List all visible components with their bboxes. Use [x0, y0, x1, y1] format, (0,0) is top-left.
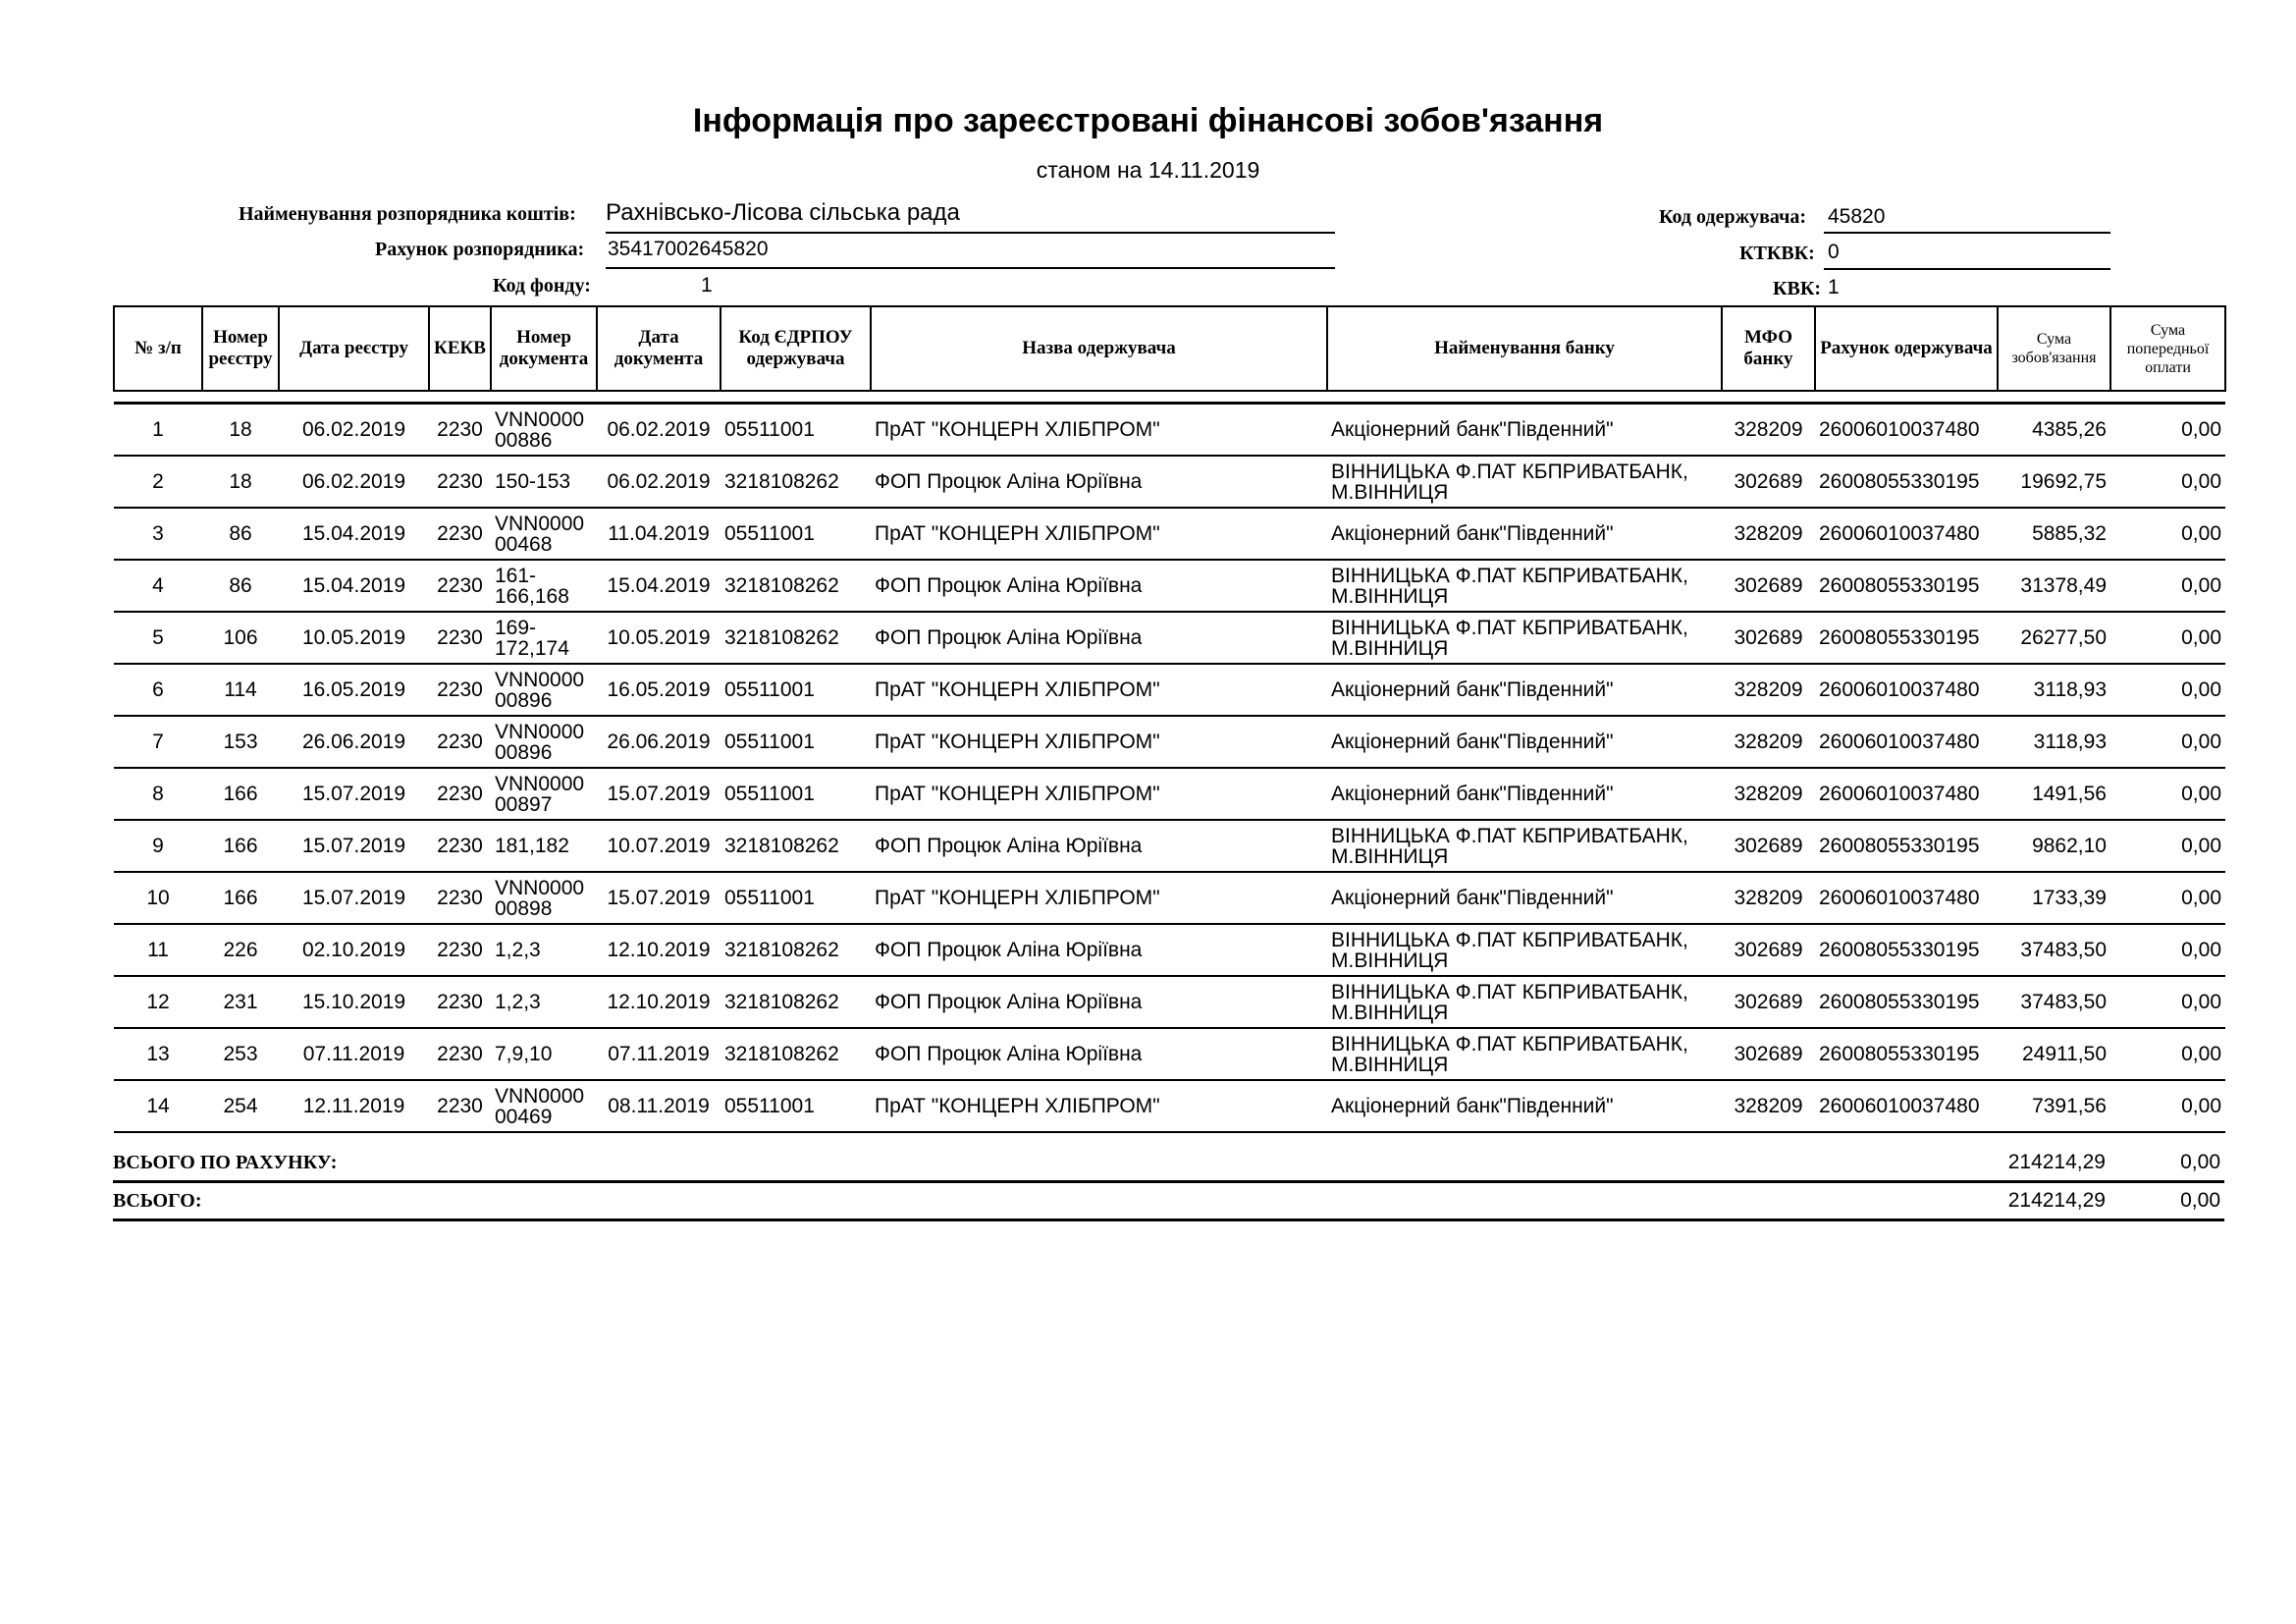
table-row [114, 404, 2225, 457]
table-row [114, 768, 2225, 820]
row-number: 5 [114, 612, 202, 664]
row-bank: Акціонерний банк"Південний" [1327, 664, 1722, 716]
row-recipient: ПрАТ "КОНЦЕРН ХЛІБПРОМ" [871, 716, 1327, 768]
total-account-prepay: 0,00 [2109, 1145, 2224, 1182]
col-recipient: Назва одержувача [871, 306, 1327, 391]
row-prepay: 0,00 [2110, 612, 2225, 664]
row-mfo: 302689 [1722, 456, 1815, 508]
col-edrpou: Код ЄДРПОУ одержувача [721, 306, 871, 391]
row-kekv: 2230 [429, 404, 491, 457]
row-doc-date: 10.05.2019 [597, 612, 721, 664]
row-doc-num: 7,9,10 [491, 1028, 597, 1080]
row-mfo: 302689 [1722, 560, 1815, 612]
row-sum: 1491,56 [1998, 768, 2110, 820]
row-doc-num: VNN0000 00468 [491, 508, 597, 560]
fund-value: 1 [701, 274, 713, 297]
row-account: 26008055330195 [1815, 1028, 1998, 1080]
row-sum: 9862,10 [1998, 820, 2110, 872]
fund-label: Код фонду: [493, 275, 591, 297]
row-account: 26006010037480 [1815, 664, 1998, 716]
row-reg-num: 166 [202, 820, 279, 872]
row-reg-date: 12.11.2019 [279, 1080, 429, 1132]
row-account: 26008055330195 [1815, 456, 1998, 508]
row-account: 26006010037480 [1815, 404, 1998, 457]
row-prepay: 0,00 [2110, 1080, 2225, 1132]
row-prepay: 0,00 [2110, 872, 2225, 924]
row-doc-date: 15.07.2019 [597, 768, 721, 820]
row-bank: ВІННИЦЬКА Ф.ПАТ КБПРИВАТБАНК, М.ВІННИЦЯ [1327, 560, 1722, 612]
row-recipient: ПрАТ "КОНЦЕРН ХЛІБПРОМ" [871, 768, 1327, 820]
row-doc-num: VNN0000 00897 [491, 768, 597, 820]
row-reg-date: 15.07.2019 [279, 820, 429, 872]
total-account-row [113, 1145, 2224, 1182]
row-number: 3 [114, 508, 202, 560]
row-bank: Акціонерний банк"Південний" [1327, 404, 1722, 457]
row-sum: 37483,50 [1998, 976, 2110, 1028]
row-doc-num: 150-153 [491, 456, 597, 508]
row-mfo: 328209 [1722, 1080, 1815, 1132]
row-doc-date: 26.06.2019 [597, 716, 721, 768]
row-doc-num: VNN0000 00469 [491, 1080, 597, 1132]
manager-label: Найменування розпорядника коштів: [239, 203, 576, 225]
row-reg-date: 06.02.2019 [279, 404, 429, 457]
account-underline [606, 267, 1335, 269]
row-edrpou: 3218108262 [721, 924, 871, 976]
row-doc-num: 1,2,3 [491, 924, 597, 976]
row-account: 26008055330195 [1815, 924, 1998, 976]
row-sum: 1733,39 [1998, 872, 2110, 924]
row-bank: Акціонерний банк"Південний" [1327, 872, 1722, 924]
table-body [114, 391, 2225, 1132]
row-doc-date: 07.11.2019 [597, 1028, 721, 1080]
row-mfo: 328209 [1722, 664, 1815, 716]
row-doc-num: 161- 166,168 [491, 560, 597, 612]
row-mfo: 302689 [1722, 976, 1815, 1028]
col-account: Рахунок одержувача [1815, 306, 1998, 391]
row-kekv: 2230 [429, 820, 491, 872]
row-number: 2 [114, 456, 202, 508]
recipient-code-value: 45820 [1828, 205, 1886, 228]
row-number: 11 [114, 924, 202, 976]
row-recipient: ФОП Процюк Аліна Юріївна [871, 924, 1327, 976]
col-doc-date: Дата документа [597, 306, 721, 391]
row-kekv: 2230 [429, 560, 491, 612]
table-header-row [114, 306, 2225, 391]
row-edrpou: 3218108262 [721, 820, 871, 872]
row-recipient: ПрАТ "КОНЦЕРН ХЛІБПРОМ" [871, 872, 1327, 924]
row-prepay: 0,00 [2110, 404, 2225, 457]
row-kekv: 2230 [429, 508, 491, 560]
table-row [114, 508, 2225, 560]
row-reg-date: 26.06.2019 [279, 716, 429, 768]
row-reg-date: 15.07.2019 [279, 768, 429, 820]
row-kekv: 2230 [429, 664, 491, 716]
row-doc-date: 06.02.2019 [597, 404, 721, 457]
row-kekv: 2230 [429, 872, 491, 924]
row-recipient: ПрАТ "КОНЦЕРН ХЛІБПРОМ" [871, 404, 1327, 457]
row-bank: Акціонерний банк"Південний" [1327, 716, 1722, 768]
row-sum: 19692,75 [1998, 456, 2110, 508]
account-label: Рахунок розпорядника: [375, 239, 585, 260]
account-value: 35417002645820 [608, 238, 769, 260]
row-sum: 26277,50 [1998, 612, 2110, 664]
row-edrpou: 3218108262 [721, 612, 871, 664]
row-number: 7 [114, 716, 202, 768]
row-sum: 7391,56 [1998, 1080, 2110, 1132]
row-edrpou: 3218108262 [721, 560, 871, 612]
total-all-row [113, 1182, 2224, 1220]
row-reg-date: 15.10.2019 [279, 976, 429, 1028]
manager-underline [606, 232, 1335, 234]
row-prepay: 0,00 [2110, 716, 2225, 768]
row-bank: ВІННИЦЬКА Ф.ПАТ КБПРИВАТБАНК, М.ВІННИЦЯ [1327, 820, 1722, 872]
row-sum: 3118,93 [1998, 664, 2110, 716]
row-edrpou: 3218108262 [721, 976, 871, 1028]
row-prepay: 0,00 [2110, 1028, 2225, 1080]
row-kekv: 2230 [429, 924, 491, 976]
row-reg-num: 166 [202, 768, 279, 820]
manager-value: Рахнівсько-Лісова сільська рада [606, 199, 960, 226]
row-kekv: 2230 [429, 768, 491, 820]
row-recipient: ФОП Процюк Аліна Юріївна [871, 1028, 1327, 1080]
row-prepay: 0,00 [2110, 664, 2225, 716]
kvk-label: КВК: [1773, 278, 1822, 299]
row-kekv: 2230 [429, 1028, 491, 1080]
row-reg-num: 18 [202, 456, 279, 508]
row-reg-date: 16.05.2019 [279, 664, 429, 716]
col-prepay: Сума попередньої оплати [2110, 306, 2225, 391]
row-mfo: 328209 [1722, 508, 1815, 560]
row-reg-num: 254 [202, 1080, 279, 1132]
row-doc-date: 15.04.2019 [597, 560, 721, 612]
col-reg-date: Дата реєстру [279, 306, 429, 391]
row-doc-num: 1,2,3 [491, 976, 597, 1028]
table-row [114, 872, 2225, 924]
ktkvk-value: 0 [1828, 241, 1840, 263]
row-mfo: 328209 [1722, 404, 1815, 457]
row-reg-num: 166 [202, 872, 279, 924]
row-bank: ВІННИЦЬКА Ф.ПАТ КБПРИВАТБАНК, М.ВІННИЦЯ [1327, 612, 1722, 664]
row-prepay: 0,00 [2110, 508, 2225, 560]
row-sum: 24911,50 [1998, 1028, 2110, 1080]
row-doc-date: 06.02.2019 [597, 456, 721, 508]
row-reg-date: 15.07.2019 [279, 872, 429, 924]
row-kekv: 2230 [429, 612, 491, 664]
row-doc-num: VNN0000 00896 [491, 716, 597, 768]
row-reg-num: 18 [202, 404, 279, 457]
row-kekv: 2230 [429, 976, 491, 1028]
row-edrpou: 3218108262 [721, 1028, 871, 1080]
row-kekv: 2230 [429, 456, 491, 508]
col-kekv: КЕКВ [429, 306, 491, 391]
col-bank: Найменування банку [1327, 306, 1722, 391]
row-mfo: 302689 [1722, 924, 1815, 976]
row-sum: 31378,49 [1998, 560, 2110, 612]
row-prepay: 0,00 [2110, 924, 2225, 976]
table-row [114, 924, 2225, 976]
ktkvk-label: КТКВК: [1739, 243, 1815, 264]
ktkvk-underline [1824, 268, 2110, 270]
row-recipient: ПрАТ "КОНЦЕРН ХЛІБПРОМ" [871, 664, 1327, 716]
row-edrpou: 05511001 [721, 508, 871, 560]
table-row [114, 1028, 2225, 1080]
row-reg-num: 86 [202, 508, 279, 560]
row-recipient: ПрАТ "КОНЦЕРН ХЛІБПРОМ" [871, 508, 1327, 560]
row-bank: ВІННИЦЬКА Ф.ПАТ КБПРИВАТБАНК, М.ВІННИЦЯ [1327, 924, 1722, 976]
table-row [114, 1080, 2225, 1132]
row-bank: Акціонерний банк"Південний" [1327, 1080, 1722, 1132]
row-doc-num: VNN0000 00898 [491, 872, 597, 924]
row-number: 6 [114, 664, 202, 716]
row-reg-date: 15.04.2019 [279, 560, 429, 612]
row-bank: ВІННИЦЬКА Ф.ПАТ КБПРИВАТБАНК, М.ВІННИЦЯ [1327, 976, 1722, 1028]
recipient-code-label: Код одержувача: [1659, 206, 1807, 228]
total-all-sum: 214214,29 [1997, 1182, 2109, 1220]
row-mfo: 328209 [1722, 716, 1815, 768]
row-account: 26008055330195 [1815, 560, 1998, 612]
row-account: 26006010037480 [1815, 872, 1998, 924]
row-reg-date: 10.05.2019 [279, 612, 429, 664]
row-doc-date: 12.10.2019 [597, 976, 721, 1028]
row-number: 8 [114, 768, 202, 820]
row-number: 12 [114, 976, 202, 1028]
row-recipient: ФОП Процюк Аліна Юріївна [871, 456, 1327, 508]
document-date: станом на 14.11.2019 [1036, 157, 1260, 183]
row-reg-date: 15.04.2019 [279, 508, 429, 560]
row-bank: ВІННИЦЬКА Ф.ПАТ КБПРИВАТБАНК, М.ВІННИЦЯ [1327, 1028, 1722, 1080]
row-mfo: 302689 [1722, 1028, 1815, 1080]
row-reg-num: 106 [202, 612, 279, 664]
row-doc-num: 169- 172,174 [491, 612, 597, 664]
row-edrpou: 05511001 [721, 1080, 871, 1132]
row-account: 26006010037480 [1815, 508, 1998, 560]
row-number: 1 [114, 404, 202, 457]
totals-table [113, 1145, 2224, 1221]
row-number: 4 [114, 560, 202, 612]
row-edrpou: 05511001 [721, 664, 871, 716]
row-reg-date: 06.02.2019 [279, 456, 429, 508]
table-row [114, 560, 2225, 612]
row-account: 26008055330195 [1815, 976, 1998, 1028]
total-all-label: ВСЬОГО: [113, 1182, 1997, 1220]
row-reg-num: 231 [202, 976, 279, 1028]
row-prepay: 0,00 [2110, 976, 2225, 1028]
row-sum: 3118,93 [1998, 716, 2110, 768]
row-recipient: ФОП Процюк Аліна Юріївна [871, 976, 1327, 1028]
row-doc-date: 10.07.2019 [597, 820, 721, 872]
row-number: 14 [114, 1080, 202, 1132]
row-kekv: 2230 [429, 716, 491, 768]
row-account: 26006010037480 [1815, 716, 1998, 768]
obligations-table [113, 305, 2226, 1133]
row-mfo: 302689 [1722, 820, 1815, 872]
total-account-label: ВСЬОГО ПО РАХУНКУ: [113, 1145, 1997, 1182]
row-doc-num: VNN0000 00886 [491, 404, 597, 457]
row-account: 26008055330195 [1815, 820, 1998, 872]
row-edrpou: 05511001 [721, 404, 871, 457]
row-bank: ВІННИЦЬКА Ф.ПАТ КБПРИВАТБАНК, М.ВІННИЦЯ [1327, 456, 1722, 508]
row-edrpou: 05511001 [721, 716, 871, 768]
row-bank: Акціонерний банк"Південний" [1327, 768, 1722, 820]
row-account: 26006010037480 [1815, 768, 1998, 820]
row-bank: Акціонерний банк"Південний" [1327, 508, 1722, 560]
row-number: 9 [114, 820, 202, 872]
row-reg-num: 253 [202, 1028, 279, 1080]
row-reg-num: 86 [202, 560, 279, 612]
row-sum: 37483,50 [1998, 924, 2110, 976]
kvk-value: 1 [1828, 276, 1840, 298]
row-edrpou: 05511001 [721, 768, 871, 820]
table-row [114, 456, 2225, 508]
row-doc-date: 08.11.2019 [597, 1080, 721, 1132]
row-number: 10 [114, 872, 202, 924]
row-recipient: ПрАТ "КОНЦЕРН ХЛІБПРОМ" [871, 1080, 1327, 1132]
table-row [114, 820, 2225, 872]
row-mfo: 302689 [1722, 612, 1815, 664]
row-sum: 4385,26 [1998, 404, 2110, 457]
row-reg-num: 153 [202, 716, 279, 768]
total-account-sum: 214214,29 [1997, 1145, 2109, 1182]
row-recipient: ФОП Процюк Аліна Юріївна [871, 820, 1327, 872]
row-account: 26008055330195 [1815, 612, 1998, 664]
row-reg-date: 02.10.2019 [279, 924, 429, 976]
row-doc-num: 181,182 [491, 820, 597, 872]
row-edrpou: 3218108262 [721, 456, 871, 508]
col-mfo: МФО банку [1722, 306, 1815, 391]
row-prepay: 0,00 [2110, 456, 2225, 508]
table-row [114, 612, 2225, 664]
row-mfo: 328209 [1722, 768, 1815, 820]
table-row [114, 664, 2225, 716]
row-edrpou: 05511001 [721, 872, 871, 924]
row-doc-num: VNN0000 00896 [491, 664, 597, 716]
row-doc-date: 15.07.2019 [597, 872, 721, 924]
row-reg-num: 226 [202, 924, 279, 976]
table-row [114, 716, 2225, 768]
recipient-code-underline [1824, 232, 2110, 234]
row-number: 13 [114, 1028, 202, 1080]
row-reg-date: 07.11.2019 [279, 1028, 429, 1080]
col-doc-num: Номер документа [491, 306, 597, 391]
row-prepay: 0,00 [2110, 768, 2225, 820]
row-reg-num: 114 [202, 664, 279, 716]
row-mfo: 328209 [1722, 872, 1815, 924]
row-sum: 5885,32 [1998, 508, 2110, 560]
col-sum: Сума зобов'язання [1998, 306, 2110, 391]
row-doc-date: 16.05.2019 [597, 664, 721, 716]
col-reg-num: Номер реєстру [202, 306, 279, 391]
total-all-prepay: 0,00 [2109, 1182, 2224, 1220]
row-doc-date: 12.10.2019 [597, 924, 721, 976]
col-num: № з/п [114, 306, 202, 391]
row-recipient: ФОП Процюк Аліна Юріївна [871, 560, 1327, 612]
row-doc-date: 11.04.2019 [597, 508, 721, 560]
row-kekv: 2230 [429, 1080, 491, 1132]
table-row [114, 976, 2225, 1028]
document-title: Інформація про зареєстровані фінансові зобов'язання [692, 102, 1604, 139]
row-prepay: 0,00 [2110, 560, 2225, 612]
row-account: 26006010037480 [1815, 1080, 1998, 1132]
row-recipient: ФОП Процюк Аліна Юріївна [871, 612, 1327, 664]
row-prepay: 0,00 [2110, 820, 2225, 872]
